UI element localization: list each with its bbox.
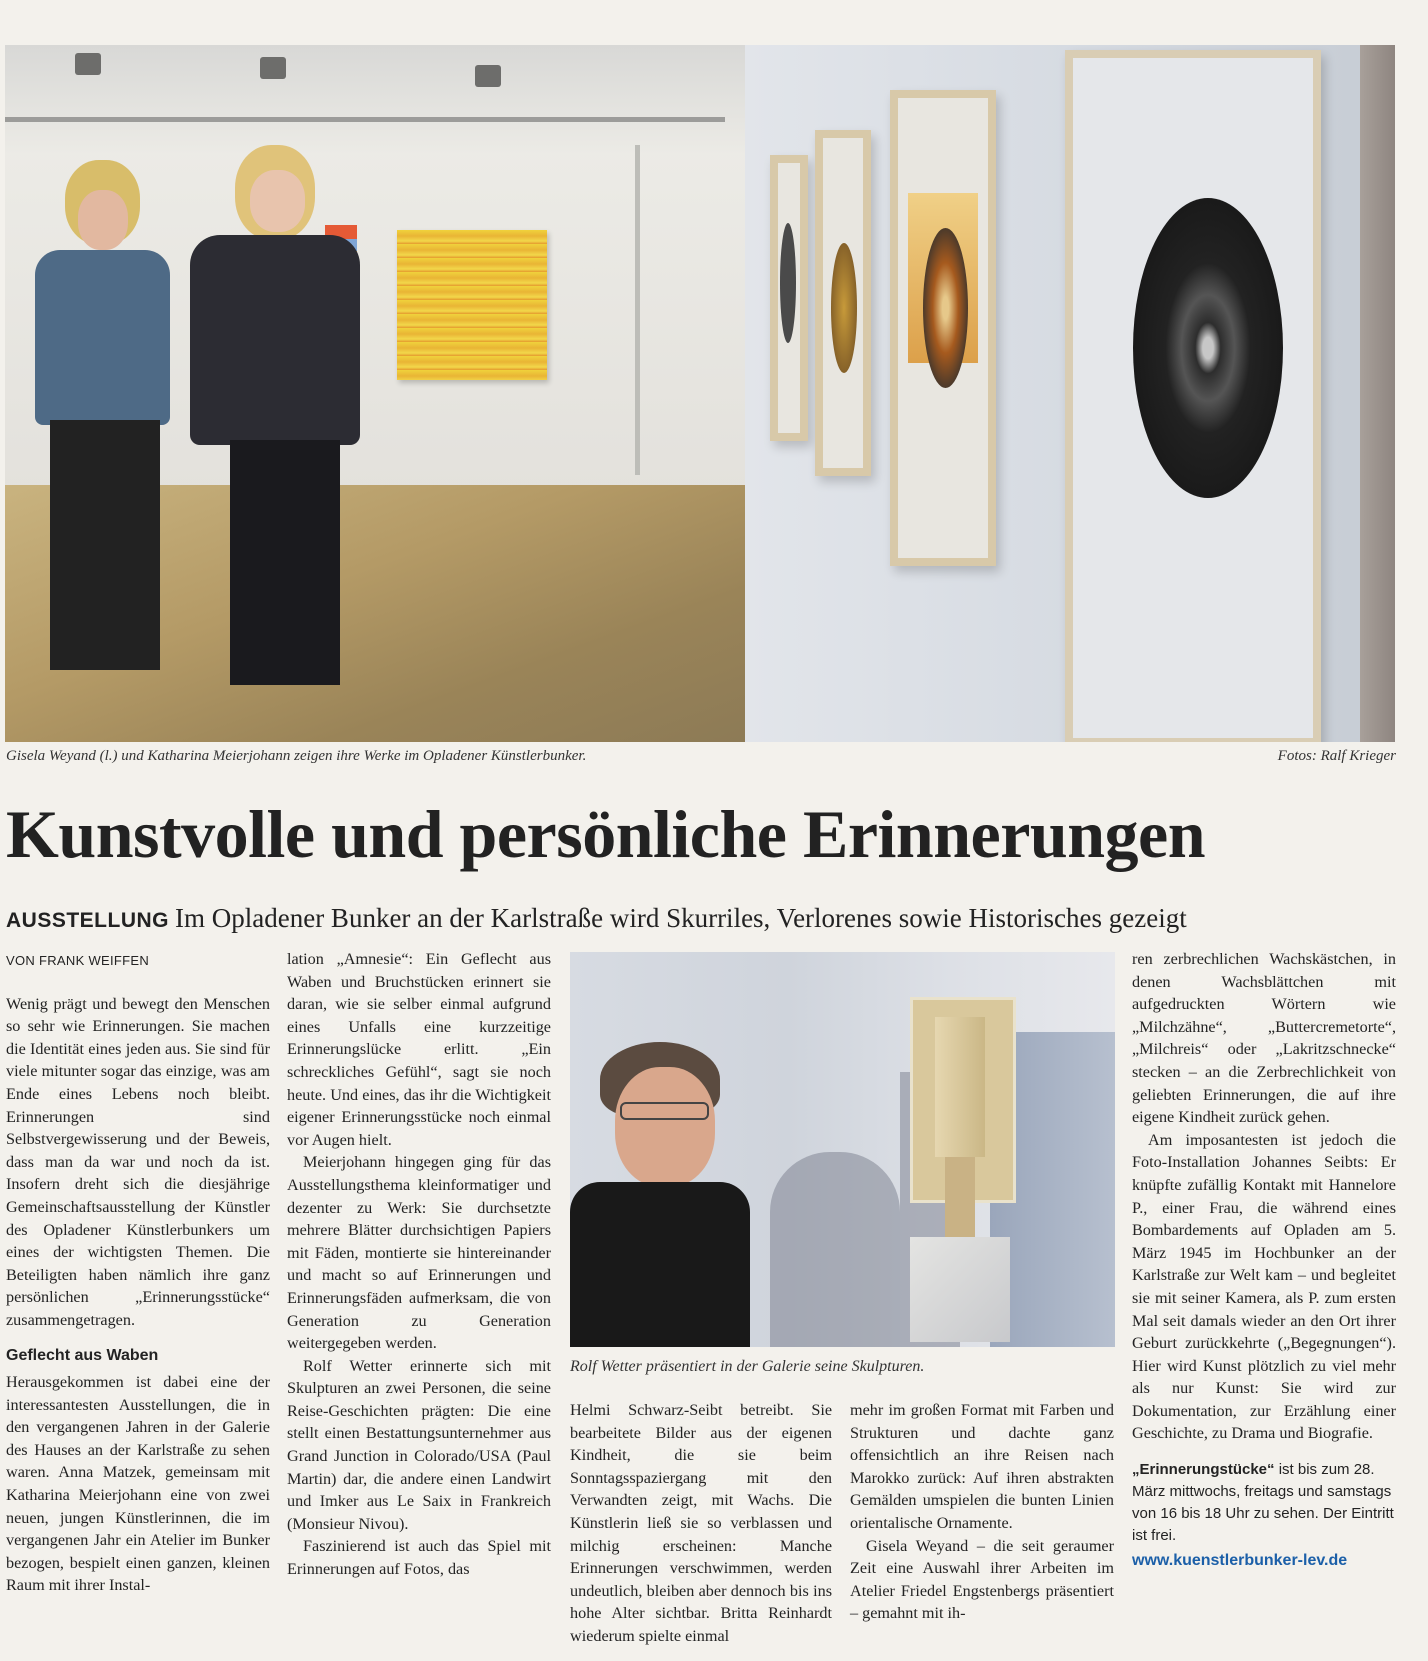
- info-link-line: [1132, 1549, 1396, 1573]
- photo-caption-mid: Rolf Wetter präsentiert in der Galerie seine Skulpturen.: [570, 1358, 925, 1375]
- light-track: [5, 117, 725, 122]
- info-box: [1132, 1459, 1396, 1547]
- photo-ceiling: [5, 45, 765, 155]
- person-gisela-weyand: [30, 160, 170, 670]
- framed-artwork: [815, 130, 871, 476]
- article-column-5: [1132, 948, 1396, 1573]
- wall-pipe: [635, 145, 640, 475]
- face: [250, 170, 305, 232]
- paragraph: mehr im großen Format mit Farben und Strukturen und dachte ganz offensichtlich an ihre Reisen nach Marokko zurück: Auf ihren abstrakten Gemälden umspielen die bunten Linien orientalische Ornamente.: [850, 1401, 1114, 1532]
- photo-caption: Gisela Weyand (l.) und Katharina Meierjohann zeigen ihre Werke im Opladener Künstlerbunker.: [6, 748, 587, 764]
- framed-artwork: [770, 155, 808, 441]
- disc-artwork: [923, 228, 968, 388]
- glasses-icon: [620, 1102, 709, 1120]
- headline: Kunstvolle und persönliche Erinnerungen: [6, 796, 1206, 872]
- paragraph: lation „Amnesie“: Ein Geflecht aus Waben und Bruchstücken erinnert sie daran, wie sie selber einmal aufgrund eines Unfalls eine kurzzeitige Erinnerungslücke erlitt. „Ein schreckliches Gefühl“, sagt sie noch heute. Und eines, das ihr die Wichtigkeit eigener Erinnerungsstücke noch einmal vor Augen hielt.: [287, 950, 551, 1149]
- subheadline-text: Im Opladener Bunker an der Karlstraße wird Skurriles, Verlorenes sowie Historisches gezeigt: [175, 903, 1187, 933]
- person-rolf-wetter: [570, 1042, 780, 1347]
- torso: [570, 1182, 750, 1347]
- legs: [230, 440, 340, 685]
- subheadline: [6, 903, 1187, 934]
- article-column-2: [287, 948, 551, 1581]
- torso: [35, 250, 170, 425]
- article-column-4: [850, 1399, 1114, 1625]
- sculpture-base: [910, 1237, 1010, 1342]
- kicker-label: AUSSTELLUNG: [6, 909, 169, 932]
- legs: [50, 420, 160, 670]
- sculpture-head: [935, 1017, 985, 1157]
- sculpture-photo: [570, 952, 1115, 1347]
- spotlight-icon: [75, 53, 101, 75]
- framed-artwork: [890, 90, 996, 566]
- face: [615, 1067, 715, 1187]
- byline: VON FRANK WEIFFEN: [6, 953, 150, 968]
- spotlight-icon: [475, 65, 501, 87]
- vinyl-record-artwork: [1133, 198, 1283, 498]
- sculpture: [910, 997, 1010, 1342]
- face: [78, 190, 128, 250]
- photo-credit: Fotos: Ralf Krieger: [1277, 748, 1396, 764]
- torso: [190, 235, 360, 445]
- framed-artwork: [1065, 50, 1321, 742]
- info-text: ist bis zum 28. März mittwochs, freitags und samstags von 16 bis 18 Uhr zu sehen. Der Eintritt ist frei.: [1132, 1461, 1394, 1545]
- article-column-3: [570, 1399, 832, 1648]
- painting-yellow: [397, 230, 547, 380]
- paragraph: Faszinierend ist auch das Spiel mit Erinnerungen auf Fotos, das: [287, 1537, 551, 1579]
- paragraph: Wenig prägt und bewegt den Menschen so sehr wie Erinnerungen. Sie machen die Identität eines jeden aus. Sie sind für viele mitunter sogar das einzige, was am Ende eines Lebens noch bleibt. Erinnerungen sind Selbstvergewisserung und der Beweis, dass man da war und noch da ist. Insofern dreht sich die diesjährige Gemeinschaftsausstellung der Künstler des Opladener Künstlerbunkers um eines der wichtigsten Themen. Die Beteiligten haben nämlich ihre ganz persönlichen „Erinnerungsstücke“ zusammengetragen.: [6, 994, 270, 1329]
- paragraph: Rolf Wetter erinnerte sich mit Skulpturen an zwei Personen, die seine Reise-Geschichten prägten: Die eine stellt einen Bestattungsunternehmer aus Grand Junction in Colorado/USA (Paul Martin) dar, die andere einen Landwirt und Imker aus Le Saix in Frankreich (Monsieur Nivou).: [287, 1356, 551, 1533]
- spotlight-icon: [260, 57, 286, 79]
- website-link[interactable]: www.kuenstlerbunker-lev.de: [1132, 1552, 1348, 1570]
- paragraph: Gisela Weyand – die seit geraumer Zeit eine Auswahl ihrer Arbeiten im Atelier Friedel Engstenbergs präsentiert – gemahnt mit ih-: [850, 1536, 1114, 1623]
- paragraph: Am imposantesten ist jedoch die Foto-Installation Johannes Seibts: Er knüpfte zufällig Kontakt mit Hannelore P., einer Frau, die während eines Bombardements auf Opladen am 5. März 1945 im Hochbunker an der Karlstraße zur Welt kam – und begleitet sie mit seiner Kamera, als P. zum ersten Mal seit damals wieder an den Ort ihrer Geburt zurückkehrte („Begegnungen“). Hier wird Kunst plötzlich zu viel mehr als nur Kunst: Sie wird zur Dokumentation, zur Erzählung einer Geschichte, zu Drama und Biografie.: [1132, 1130, 1396, 1443]
- paragraph: Herausgekommen ist dabei eine der interessantesten Ausstellungen, die in den vergangenen Jahren in der Galerie des Hauses an der Karlstraße zu sehen waren. Anna Matzek, gemeinsam mit Katharina Meierjohann eine von zwei neuen, jungen Künstlerinnen, die im vergangenen Jahr ein Atelier im Bunker bezogen, bespielt einen ganzen, kleinen Raum mit ihrer Instal-: [6, 1373, 270, 1595]
- disc-artwork: [780, 223, 796, 343]
- article-column-1: [6, 950, 270, 1597]
- disc-artwork: [831, 243, 857, 373]
- paragraph: Meierjohann hingegen ging für das Ausstellungsthema kleinformatiger und dezenter zu Werk: Sie durchsetzte mehrere Blätter durchsichtigen Papiers mit Fäden, montierte sie hintereinander und macht so auf Erinnerungen und Erinnerungsfäden aufmerksam, die von Generation zu Generation weitergegeben werden.: [287, 1153, 551, 1353]
- intertitle: Geflecht aus Waben: [6, 1346, 159, 1364]
- paragraph: Helmi Schwarz-Seibt betreibt. Sie bearbeitete Bilder aus der eigenen Kindheit, die sie beim Sonntagsspaziergang mit den Verwandten zeigt, mit Wachs. Die Künstlerin ließ sie so verblassen und milchig erscheinen: Manche Erinnerungen verschwimmen, werden undeutlich, bleiben aber dennoch bis ins hohe Alter sichtbar. Britta Reinhardt wiederum spielte einmal: [570, 1401, 832, 1645]
- photo-shadow: [770, 1152, 900, 1347]
- gallery-photo: [5, 45, 1395, 742]
- info-title: „Erinnerungstücke“: [1132, 1461, 1275, 1479]
- sculpture-neck: [945, 1157, 975, 1237]
- paragraph: ren zerbrechlichen Wachskästchen, in denen Wachsblättchen mit aufgedruckten Wörtern wie „Milchzähne“, „Buttercremetorte“, „Milchreis“ oder „Lakritzschnecke“ stecken – an die Zerbrechlichkeit von geliebten Erinnerungen, die auf ihre eigene Kindheit zurück gehen.: [1132, 950, 1396, 1127]
- person-katharina-meierjohann: [190, 145, 360, 685]
- photo-beam: [1360, 45, 1395, 742]
